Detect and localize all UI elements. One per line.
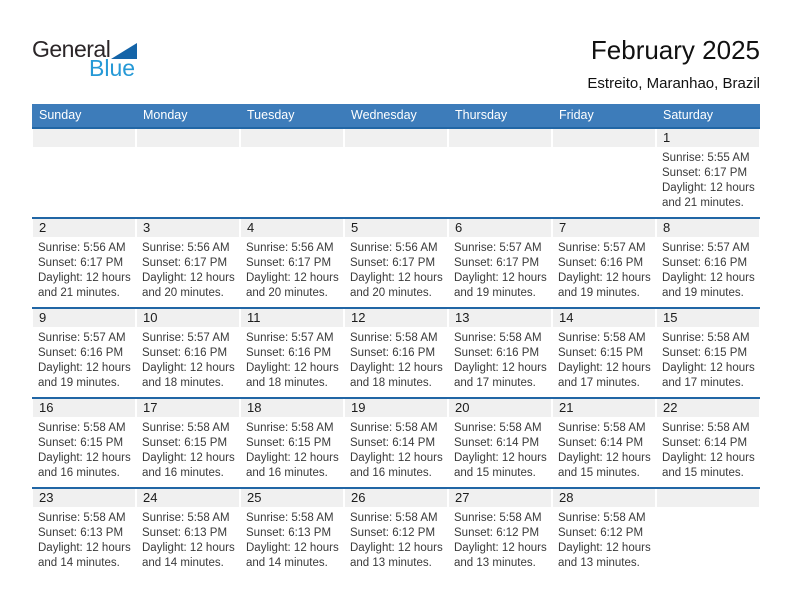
sunrise-text: Sunrise: 5:58 AM — [142, 512, 230, 524]
day-number: 13 — [449, 309, 551, 327]
daylight-text: Daylight: 12 hours — [350, 362, 443, 374]
day-number — [553, 129, 655, 147]
sunrise-text: Sunrise: 5:58 AM — [558, 512, 646, 524]
day-number: 22 — [657, 399, 759, 417]
sunrise-text: Sunrise: 5:58 AM — [558, 332, 646, 344]
daylight-text: Daylight: 12 hours — [38, 362, 131, 374]
sunset-text: Sunset: 6:16 PM — [246, 347, 332, 359]
sunset-text: Sunset: 6:17 PM — [662, 167, 748, 179]
daylight-text: and 14 minutes. — [246, 557, 328, 569]
day-cell-body — [240, 507, 344, 571]
day-number: 1 — [657, 129, 759, 147]
day-cell-body — [448, 327, 552, 391]
day-number: 15 — [657, 309, 759, 327]
sunset-text: Sunset: 6:16 PM — [454, 347, 540, 359]
daylight-text: and 20 minutes. — [350, 287, 432, 299]
sunset-text: Sunset: 6:17 PM — [246, 257, 332, 269]
daylight-text: Daylight: 12 hours — [142, 452, 235, 464]
calendar — [32, 104, 760, 577]
day-number — [33, 129, 135, 147]
sunrise-text: Sunrise: 5:56 AM — [38, 242, 126, 254]
day-cell — [344, 309, 448, 397]
day-number: 8 — [657, 219, 759, 237]
sunset-text: Sunset: 6:12 PM — [454, 527, 540, 539]
day-cell — [552, 219, 656, 307]
week-row — [32, 307, 760, 397]
day-cell-body — [552, 507, 656, 571]
daylight-text: Daylight: 12 hours — [142, 272, 235, 284]
day-cell — [240, 309, 344, 397]
day-cell — [240, 489, 344, 577]
daylight-text: and 16 minutes. — [38, 467, 120, 479]
day-cell-body — [136, 417, 240, 481]
daylight-text: Daylight: 12 hours — [38, 452, 131, 464]
day-cell-body — [32, 237, 136, 301]
day-number: 23 — [33, 489, 135, 507]
empty-day-cell — [656, 489, 760, 577]
week-row — [32, 127, 760, 217]
day-cell-body — [32, 417, 136, 481]
daylight-text: and 17 minutes. — [662, 377, 744, 389]
day-cell-body — [136, 327, 240, 391]
daylight-text: and 14 minutes. — [142, 557, 224, 569]
day-cell — [344, 399, 448, 487]
daylight-text: and 16 minutes. — [350, 467, 432, 479]
empty-day-cell — [448, 129, 552, 217]
daylight-text: and 20 minutes. — [246, 287, 328, 299]
day-number: 26 — [345, 489, 447, 507]
daylight-text: and 18 minutes. — [350, 377, 432, 389]
calendar-weeks — [32, 127, 760, 577]
day-number — [137, 129, 239, 147]
sunrise-text: Sunrise: 5:58 AM — [454, 512, 542, 524]
sunset-text: Sunset: 6:15 PM — [38, 437, 124, 449]
daylight-text: Daylight: 12 hours — [662, 182, 755, 194]
day-cell-body — [136, 237, 240, 301]
day-number: 4 — [241, 219, 343, 237]
day-cell-body — [552, 237, 656, 301]
day-cell — [240, 399, 344, 487]
title-block — [587, 36, 760, 92]
weekday-header-row — [32, 104, 760, 127]
sunrise-text: Sunrise: 5:57 AM — [246, 332, 334, 344]
day-number — [657, 489, 759, 507]
weekday-header-sunday: Sunday — [39, 108, 82, 122]
sunset-text: Sunset: 6:13 PM — [246, 527, 332, 539]
daylight-text: Daylight: 12 hours — [558, 272, 651, 284]
sunrise-text: Sunrise: 5:58 AM — [558, 422, 646, 434]
week-row — [32, 217, 760, 307]
daylight-text: Daylight: 12 hours — [246, 452, 339, 464]
day-cell-body — [552, 417, 656, 481]
day-cell-body — [32, 327, 136, 391]
daylight-text: and 13 minutes. — [350, 557, 432, 569]
weekday-header-saturday: Saturday — [663, 108, 714, 122]
day-number: 17 — [137, 399, 239, 417]
day-cell-body — [136, 507, 240, 571]
day-cell-body — [656, 147, 760, 211]
daylight-text: Daylight: 12 hours — [662, 362, 755, 374]
daylight-text: Daylight: 12 hours — [454, 452, 547, 464]
weekday-header-friday: Friday — [559, 108, 594, 122]
daylight-text: Daylight: 12 hours — [454, 362, 547, 374]
daylight-text: and 13 minutes. — [558, 557, 640, 569]
sunrise-text: Sunrise: 5:58 AM — [454, 422, 542, 434]
daylight-text: Daylight: 12 hours — [558, 542, 651, 554]
day-cell-body — [344, 507, 448, 571]
sunrise-text: Sunrise: 5:58 AM — [142, 422, 230, 434]
day-cell-body — [656, 237, 760, 301]
weekday-header-tuesday: Tuesday — [247, 108, 295, 122]
sunrise-text: Sunrise: 5:58 AM — [38, 512, 126, 524]
daylight-text: and 15 minutes. — [454, 467, 536, 479]
sunset-text: Sunset: 6:14 PM — [350, 437, 436, 449]
empty-day-cell — [136, 129, 240, 217]
day-cell — [344, 219, 448, 307]
day-number: 11 — [241, 309, 343, 327]
daylight-text: and 18 minutes. — [142, 377, 224, 389]
logo-text-blue: Blue — [89, 55, 136, 81]
daylight-text: Daylight: 12 hours — [454, 272, 547, 284]
day-cell-body — [344, 417, 448, 481]
day-cell — [448, 309, 552, 397]
weekday-header-monday: Monday — [143, 108, 188, 122]
sunrise-text: Sunrise: 5:57 AM — [142, 332, 230, 344]
sunset-text: Sunset: 6:17 PM — [38, 257, 124, 269]
empty-day-cell — [32, 129, 136, 217]
empty-day-cell — [344, 129, 448, 217]
day-cell — [32, 309, 136, 397]
day-cell — [552, 489, 656, 577]
sunset-text: Sunset: 6:16 PM — [558, 257, 644, 269]
day-cell-body — [656, 417, 760, 481]
daylight-text: and 19 minutes. — [38, 377, 120, 389]
daylight-text: Daylight: 12 hours — [350, 542, 443, 554]
day-cell-body — [448, 417, 552, 481]
day-number — [345, 129, 447, 147]
day-cell — [32, 219, 136, 307]
day-cell-body — [552, 327, 656, 391]
daylight-text: and 14 minutes. — [38, 557, 120, 569]
daylight-text: and 15 minutes. — [558, 467, 640, 479]
day-number — [449, 129, 551, 147]
sunset-text: Sunset: 6:16 PM — [662, 257, 748, 269]
daylight-text: Daylight: 12 hours — [350, 272, 443, 284]
sunset-text: Sunset: 6:15 PM — [142, 437, 228, 449]
sunrise-text: Sunrise: 5:58 AM — [350, 422, 438, 434]
sunrise-text: Sunrise: 5:57 AM — [38, 332, 126, 344]
sunset-text: Sunset: 6:14 PM — [454, 437, 540, 449]
weekday-header-wednesday: Wednesday — [351, 108, 417, 122]
week-row — [32, 487, 760, 577]
sunset-text: Sunset: 6:16 PM — [142, 347, 228, 359]
sunset-text: Sunset: 6:16 PM — [38, 347, 124, 359]
sunrise-text: Sunrise: 5:58 AM — [454, 332, 542, 344]
daylight-text: Daylight: 12 hours — [142, 542, 235, 554]
sunrise-text: Sunrise: 5:58 AM — [246, 422, 334, 434]
sunset-text: Sunset: 6:15 PM — [246, 437, 332, 449]
sunset-text: Sunset: 6:14 PM — [558, 437, 644, 449]
day-cell — [656, 129, 760, 217]
daylight-text: and 15 minutes. — [662, 467, 744, 479]
sunset-text: Sunset: 6:12 PM — [350, 527, 436, 539]
day-cell-body — [240, 237, 344, 301]
daylight-text: and 13 minutes. — [454, 557, 536, 569]
daylight-text: Daylight: 12 hours — [662, 452, 755, 464]
day-cell-body — [448, 237, 552, 301]
daylight-text: Daylight: 12 hours — [246, 272, 339, 284]
day-number: 24 — [137, 489, 239, 507]
day-number: 20 — [449, 399, 551, 417]
day-cell — [448, 219, 552, 307]
day-number: 12 — [345, 309, 447, 327]
day-number: 9 — [33, 309, 135, 327]
sunset-text: Sunset: 6:15 PM — [662, 347, 748, 359]
sunset-text: Sunset: 6:17 PM — [454, 257, 540, 269]
day-number — [241, 129, 343, 147]
daylight-text: and 17 minutes. — [558, 377, 640, 389]
day-number: 6 — [449, 219, 551, 237]
daylight-text: and 21 minutes. — [662, 197, 744, 209]
sunrise-text: Sunrise: 5:57 AM — [662, 242, 750, 254]
weekday-header-thursday: Thursday — [455, 108, 508, 122]
day-number: 21 — [553, 399, 655, 417]
daylight-text: and 18 minutes. — [246, 377, 328, 389]
day-cell — [344, 489, 448, 577]
day-cell — [448, 489, 552, 577]
day-number: 18 — [241, 399, 343, 417]
sunrise-text: Sunrise: 5:55 AM — [662, 152, 750, 164]
week-row — [32, 397, 760, 487]
sunset-text: Sunset: 6:17 PM — [350, 257, 436, 269]
daylight-text: Daylight: 12 hours — [454, 542, 547, 554]
general-blue-logo — [32, 38, 137, 80]
sunrise-text: Sunrise: 5:58 AM — [38, 422, 126, 434]
sunrise-text: Sunrise: 5:57 AM — [558, 242, 646, 254]
day-number: 19 — [345, 399, 447, 417]
daylight-text: and 19 minutes. — [662, 287, 744, 299]
sunrise-text: Sunrise: 5:58 AM — [350, 512, 438, 524]
day-cell-body — [448, 507, 552, 571]
daylight-text: and 16 minutes. — [246, 467, 328, 479]
day-cell — [552, 399, 656, 487]
day-number: 25 — [241, 489, 343, 507]
daylight-text: and 17 minutes. — [454, 377, 536, 389]
daylight-text: and 21 minutes. — [38, 287, 120, 299]
day-number: 7 — [553, 219, 655, 237]
daylight-text: and 19 minutes. — [558, 287, 640, 299]
sunrise-text: Sunrise: 5:58 AM — [662, 422, 750, 434]
day-number: 14 — [553, 309, 655, 327]
daylight-text: Daylight: 12 hours — [558, 452, 651, 464]
page-title: February 2025 — [590, 35, 760, 65]
sunset-text: Sunset: 6:16 PM — [350, 347, 436, 359]
logo-text-general: General — [32, 36, 111, 62]
daylight-text: Daylight: 12 hours — [662, 272, 755, 284]
day-number: 10 — [137, 309, 239, 327]
sunrise-text: Sunrise: 5:58 AM — [662, 332, 750, 344]
sunrise-text: Sunrise: 5:56 AM — [142, 242, 230, 254]
sunset-text: Sunset: 6:12 PM — [558, 527, 644, 539]
day-cell — [552, 309, 656, 397]
day-cell — [656, 219, 760, 307]
day-cell-body — [240, 327, 344, 391]
day-cell — [656, 399, 760, 487]
day-cell-body — [344, 237, 448, 301]
sunrise-text: Sunrise: 5:58 AM — [350, 332, 438, 344]
day-cell — [136, 309, 240, 397]
day-cell-body — [240, 417, 344, 481]
sunrise-text: Sunrise: 5:57 AM — [454, 242, 542, 254]
page-subtitle: Estreito, Maranhao, Brazil — [587, 74, 760, 92]
day-cell — [656, 309, 760, 397]
empty-day-cell — [240, 129, 344, 217]
daylight-text: Daylight: 12 hours — [246, 542, 339, 554]
daylight-text: Daylight: 12 hours — [38, 542, 131, 554]
daylight-text: and 20 minutes. — [142, 287, 224, 299]
sunrise-text: Sunrise: 5:58 AM — [246, 512, 334, 524]
sunset-text: Sunset: 6:15 PM — [558, 347, 644, 359]
daylight-text: Daylight: 12 hours — [350, 452, 443, 464]
sunset-text: Sunset: 6:13 PM — [142, 527, 228, 539]
daylight-text: Daylight: 12 hours — [558, 362, 651, 374]
daylight-text: and 19 minutes. — [454, 287, 536, 299]
day-cell-body — [656, 327, 760, 391]
sunset-text: Sunset: 6:14 PM — [662, 437, 748, 449]
day-cell — [136, 399, 240, 487]
day-number: 27 — [449, 489, 551, 507]
day-cell-body — [344, 327, 448, 391]
sunrise-text: Sunrise: 5:56 AM — [246, 242, 334, 254]
daylight-text: Daylight: 12 hours — [142, 362, 235, 374]
day-cell — [136, 219, 240, 307]
day-number: 2 — [33, 219, 135, 237]
daylight-text: and 16 minutes. — [142, 467, 224, 479]
day-cell — [32, 399, 136, 487]
day-cell — [240, 219, 344, 307]
day-number: 3 — [137, 219, 239, 237]
daylight-text: Daylight: 12 hours — [38, 272, 131, 284]
day-number: 28 — [553, 489, 655, 507]
day-number: 16 — [33, 399, 135, 417]
day-cell — [136, 489, 240, 577]
day-cell — [32, 489, 136, 577]
empty-day-cell — [552, 129, 656, 217]
sunset-text: Sunset: 6:13 PM — [38, 527, 124, 539]
sunset-text: Sunset: 6:17 PM — [142, 257, 228, 269]
day-cell-body — [32, 507, 136, 571]
sunrise-text: Sunrise: 5:56 AM — [350, 242, 438, 254]
daylight-text: Daylight: 12 hours — [246, 362, 339, 374]
day-cell — [448, 399, 552, 487]
day-number: 5 — [345, 219, 447, 237]
